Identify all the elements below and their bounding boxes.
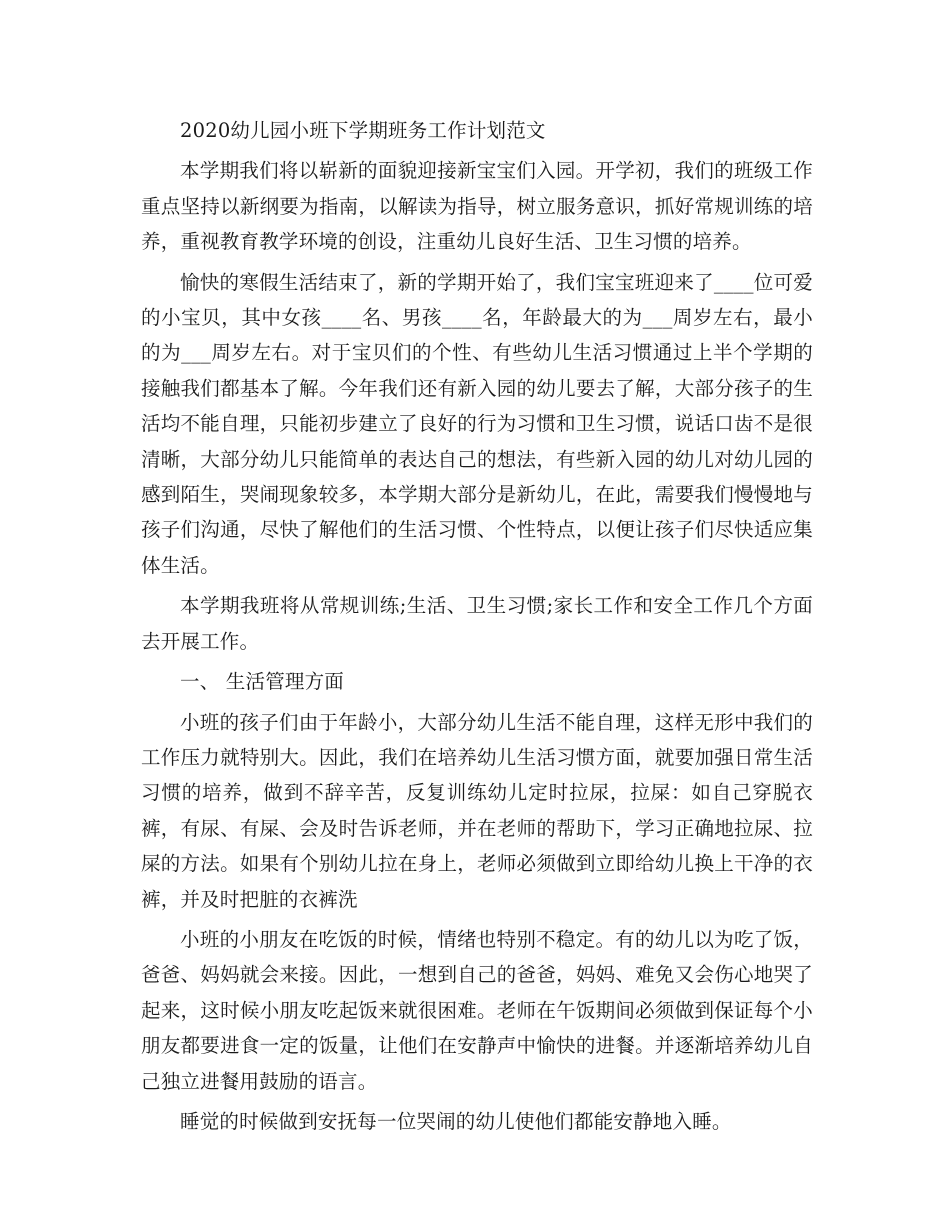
document-title: 2020幼儿园小班下学期班务工作计划范文 bbox=[180, 119, 546, 142]
paragraph-work-scope: 本学期我班将从常规训练;生活、卫生习惯;家长工作和安全工作几个方面去开展工作。 bbox=[141, 594, 813, 653]
paragraph-class-overview: 愉快的寒假生活结束了，新的学期开始了，我们宝宝班迎来了____位可爱的小宝贝，其中女孩____名、男孩____名，年龄最大的为___周岁左右，最小的为___周岁左右。对于宝贝们的个性、有些幼儿生活习惯通过上半个学期的接触我们都基本了解。今年我们还有新入园的幼儿要去了解，大部分孩子的生活均不能自理，只能初步建立了良好的行为习惯和卫生习惯，说话口齿不是很清晰，大部分幼儿只能简单的表达自己的想法，有些新入园的幼儿对幼儿园的感到陌生，哭闹现象较多，本学期大部分是新幼儿，在此，需要我们慢慢地与孩子们沟通，尽快了解他们的生活习惯、个性特点，以便让孩子们尽快适应集体生活。 bbox=[141, 270, 813, 577]
paragraph-life-habits: 小班的孩子们由于年龄小，大部分幼儿生活不能自理，这样无形中我们的工作压力就特别大。因此，我们在培养幼儿生活习惯方面，就要加强日常生活习惯的培养，做到不辞辛苦，反复训练幼儿定时拉尿，拉屎：如自己穿脱衣裤，有尿、有屎、会及时告诉老师，并在老师的帮助下，学习正确地拉尿、拉屎的方法。如果有个别幼儿拉在身上，老师必须做到立即给幼儿换上干净的衣裤，并及时把脏的衣裤洗 bbox=[141, 710, 813, 911]
paragraph-naptime: 睡觉的时候做到安抚每一位哭闹的幼儿使他们都能安静地入睡。 bbox=[180, 1109, 732, 1133]
section-heading-life-management: 一、 生活管理方面 bbox=[180, 670, 344, 694]
paragraph-mealtime: 小班的小朋友在吃饭的时候，情绪也特别不稳定。有的幼儿以为吃了饭，爸爸、妈妈就会来接。因此，一想到自己的爸爸，妈妈、难免又会伤心地哭了起来，这时候小朋友吃起饭来就很困难。老师在午饭期间必须做到保证每个小朋友都要进食一定的饭量，让他们在安静声中愉快的进餐。并逐渐培养幼儿自己独立进餐用鼓励的语言。 bbox=[141, 927, 813, 1093]
document-body bbox=[141, 113, 813, 1144]
paragraph-intro: 本学期我们将以崭新的面貌迎接新宝宝们入园。开学初，我们的班级工作重点坚持以新纲要为指南，以解读为指导，树立服务意识，抓好常规训练的培养，重视教育教学环境的创设，注重幼儿良好生活、卫生习惯的培养。 bbox=[141, 159, 813, 254]
